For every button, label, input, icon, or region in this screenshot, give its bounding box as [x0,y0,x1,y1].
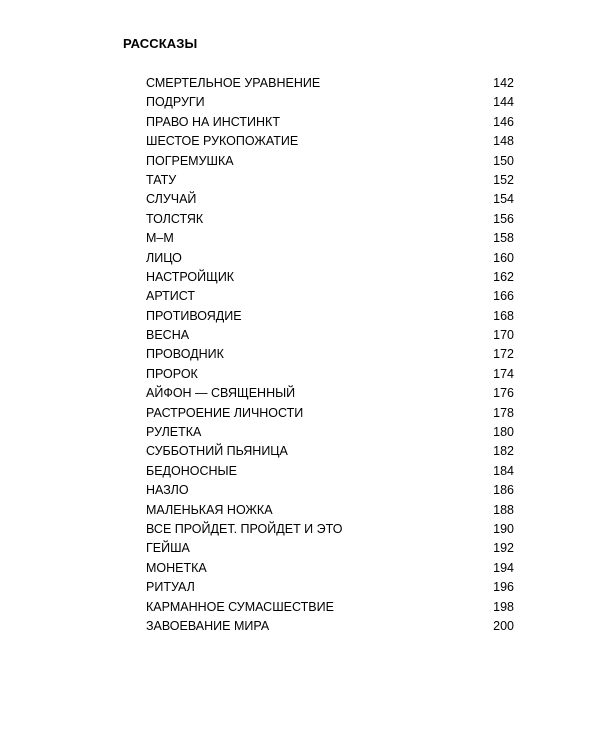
toc-entry [146,462,514,481]
toc-entry [146,74,514,93]
toc-entry [146,501,514,520]
toc-entry-title: М–М [146,231,174,246]
toc-entry-page: 190 [493,521,514,536]
toc-entry-title: ГЕЙША [146,541,190,556]
toc-entry-page: 172 [493,347,514,362]
toc-entry-title: РУЛЕТКА [146,425,202,440]
toc-entry-page: 156 [493,211,514,226]
section-title: РАССКАЗЫ [123,36,198,51]
toc-entry [146,559,514,578]
toc-entry-page: 196 [493,580,514,595]
toc-entry-page: 154 [493,192,514,207]
toc-entry-page: 168 [493,308,514,323]
toc-entry-title: ПРОВОДНИК [146,347,224,362]
toc-entry [146,345,514,364]
toc-entry-title: АРТИСТ [146,289,195,304]
toc-entry-title: РАСТРОЕНИЕ ЛИЧНОСТИ [146,405,304,420]
toc-entry-page: 144 [493,95,514,110]
toc-entry-title: ПРАВО НА ИНСТИНКТ [146,114,280,129]
toc-entry-page: 162 [493,269,514,284]
table-of-contents [146,74,514,636]
toc-entry-title: РИТУАЛ [146,580,195,595]
toc-entry [146,190,514,209]
toc-entry-page: 150 [493,153,514,168]
toc-entry [146,423,514,442]
toc-entry [146,249,514,268]
toc-entry [146,268,514,287]
toc-entry-title: ТОЛСТЯК [146,211,204,226]
toc-entry-title: ШЕСТОЕ РУКОПОЖАТИЕ [146,134,299,149]
toc-entry-page: 198 [493,599,514,614]
toc-entry-page: 194 [493,560,514,575]
toc-entry-title: ВСЕ ПРОЙДЕТ. ПРОЙДЕТ И ЭТО [146,521,343,536]
toc-entry-title: НАСТРОЙЩИК [146,269,235,284]
toc-entry-page: 170 [493,328,514,343]
toc-entry [146,617,514,636]
toc-entry-page: 160 [493,250,514,265]
toc-entry-title: ВЕСНА [146,328,190,343]
toc-entry [146,326,514,345]
toc-entry-title: КАРМАННОЕ СУМАСШЕСТВИЕ [146,599,334,614]
toc-entry-title: ПРОРОК [146,366,198,381]
toc-entry [146,384,514,403]
toc-entry-page: 174 [493,366,514,381]
toc-entry-page: 188 [493,502,514,517]
toc-entry-page: 178 [493,405,514,420]
toc-entry [146,442,514,461]
toc-entry-page: 200 [493,618,514,633]
toc-entry-title: МОНЕТКА [146,560,207,575]
toc-entry [146,578,514,597]
toc-entry-page: 186 [493,483,514,498]
toc-entry-page: 146 [493,114,514,129]
toc-entry-title: ПОДРУГИ [146,95,205,110]
toc-entry-page: 142 [493,76,514,90]
toc-entry [146,152,514,171]
toc-entry [146,365,514,384]
toc-entry-title: ТАТУ [146,172,177,187]
toc-entry-page: 182 [493,444,514,459]
toc-entry [146,539,514,558]
toc-entry-title: ПРОТИВОЯДИЕ [146,308,242,323]
toc-entry [146,171,514,190]
toc-entry [146,93,514,112]
toc-entry-page: 166 [493,289,514,304]
toc-entry [146,520,514,539]
toc-entry-page: 184 [493,463,514,478]
toc-entry-title: ЛИЦО [146,250,182,265]
toc-entry [146,307,514,326]
toc-entry-page: 180 [493,425,514,440]
toc-entry [146,210,514,229]
toc-entry-title: ЗАВОЕВАНИЕ МИРА [146,618,270,633]
toc-entry-page: 158 [493,231,514,246]
toc-entry-page: 192 [493,541,514,556]
toc-entry-title: БЕДОНОСНЫЕ [146,463,237,478]
toc-entry-title: СУББОТНИЙ ПЬЯНИЦА [146,444,288,459]
toc-entry-page: 176 [493,386,514,401]
toc-entry-title: АЙФОН — СВЯЩЕННЫЙ [146,386,296,401]
toc-entry [146,113,514,132]
toc-entry [146,404,514,423]
toc-entry-title: НАЗЛО [146,483,189,498]
toc-entry-title: СЛУЧАЙ [146,192,197,207]
toc-entry [146,132,514,151]
toc-entry [146,481,514,500]
toc-entry-page: 152 [493,172,514,187]
toc-entry-title: ПОГРЕМУШКА [146,153,234,168]
toc-entry-title: МАЛЕНЬКАЯ НОЖКА [146,502,273,517]
toc-entry-title: СМЕРТЕЛЬНОЕ УРАВНЕНИЕ [146,76,321,90]
toc-entry [146,229,514,248]
toc-entry [146,287,514,306]
toc-entry [146,598,514,617]
toc-entry-page: 148 [493,134,514,149]
